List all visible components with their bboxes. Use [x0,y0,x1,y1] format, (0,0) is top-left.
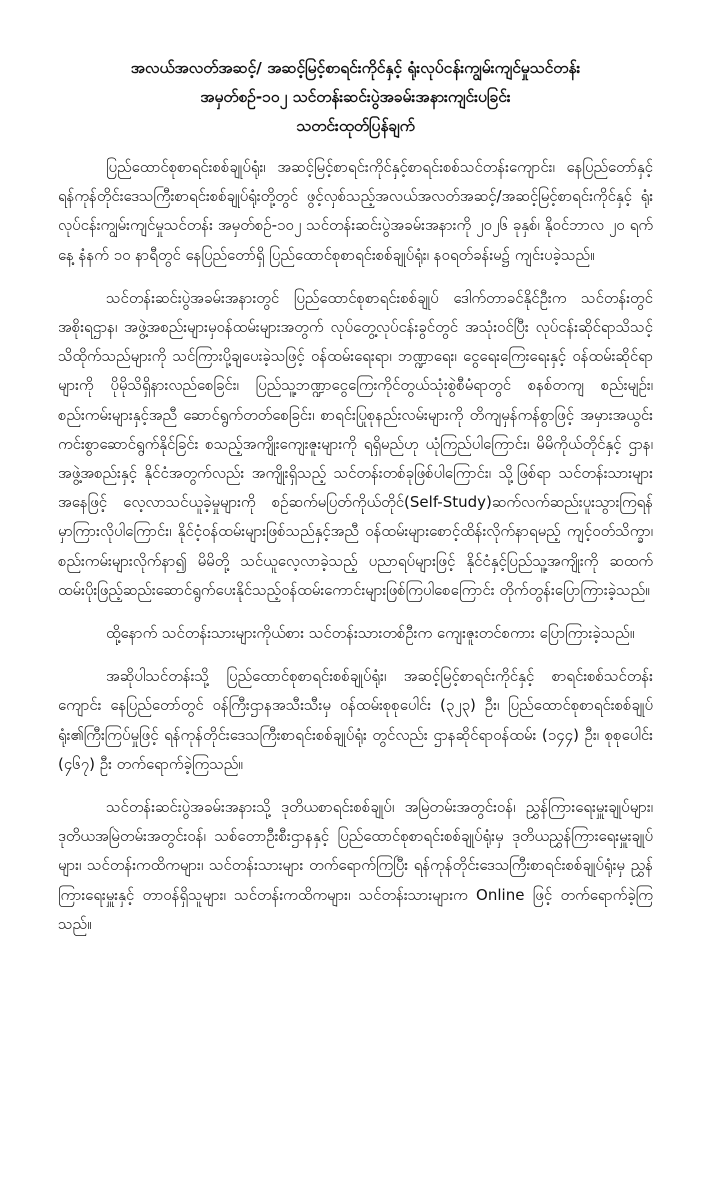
title-line-3: သတင်းထုတ်ပြန်ချက် [296,117,415,135]
paragraph-opening: ပြည်ထောင်စုစာရင်းစစ်ချုပ်ရုံး၊ အဆင့်မြင့်စာရင်းကိုင်နှင့်စာရင်းစစ်သင်တန်းကျောင်း၊ နေပြည်တော်နှင့်ရန်ကုန်တိုင်းဒေသကြီးစာရင်းစစ်ချုပ်ရုံးတို့တွင် ဖွင့်လှစ်သည့်အလယ်အလတ်အဆင့်/အဆင့်မြင့်စာရင်းကိုင်နှင့် ရုံးလုပ်ငန်းကျွမ်းကျင်မှုသင်တန်း အမှတ်စဉ်-၁၀၂ သင်တန်းဆင်းပွဲအခမ်းအနားကို ၂၀၂၆ ခုနှစ်၊ နိုဝင်ဘာလ ၂၀ ရက်နေ့ နံနက် ၁၀ နာရီတွင် နေပြည်တော်ရှိ ပြည်ထောင်စုစာရင်းစစ်ချုပ်ရုံး၊ နဝရတ်ခန်းမ၌ ကျင်းပခဲ့သည်။ [58,158,653,264]
paragraph-attendance: အဆိုပါသင်တန်းသို့ ပြည်ထောင်စုစာရင်းစစ်ချုပ်ရုံး၊ အဆင့်မြင့်စာရင်းကိုင်နှင့် စာရင်းစစ်သင်တန်းကျောင်း နေပြည်တော်တွင် ဝန်ကြီးဌာနအသီးသီးမှ ဝန်ထမ်းစုစုပေါင်း (၃၂၃) ဦး၊ ပြည်ထောင်စုစာရင်းစစ်ချုပ်ရုံး၏ကြီးကြပ်မှုဖြင့် ရန်ကုန်တိုင်းဒေသကြီးစာရင်းစစ်ချုပ်ရုံး တွင်လည်း ဌာနဆိုင်ရာဝန်ထမ်း (၁၄၄) ဦး၊ စုစုပေါင်း (၄၆၇) ဦး တက်ရောက်ခဲ့ကြသည်။ [58,667,653,773]
title-line-1: အလယ်အလတ်အဆင့်/ အဆင့်မြင့်စာရင်းကိုင်နှင့် ရုံးလုပ်ငန်းကျွမ်းကျင်မှုသင်တန်း [130,59,581,77]
title-line-2: အမှတ်စဉ်-၁၀၂ သင်တန်းဆင်းပွဲအခမ်းအနားကျင်းပခြင်း [200,88,511,106]
document-heading [58,54,653,141]
document-body [58,153,653,939]
paragraph-speech: သင်တန်းဆင်းပွဲအခမ်းအနားတွင် ပြည်ထောင်စုစာရင်းစစ်ချုပ် ဒေါက်တာခင်နိုင်ဦးက သင်တန်းတွင် အစိုးရဌာန၊ အဖွဲ့အစည်းများမှဝန်ထမ်းများအတွက် လုပ်တွေ့လုပ်ငန်းခွင်တွင် အသုံးဝင်ပြီး လုပ်ငန်းဆိုင်ရာသိသင့်သိထိုက်သည်များကို သင်ကြားပို့ချပေးခဲ့သဖြင့် ဝန်ထမ်းရေးရာ၊ ဘဏ္ဍာရေး၊ ငွေရေးကြေးရေးနှင့် ဝန်ထမ်းဆိုင်ရာများကို ပိုမိုသိရှိနားလည်စေခြင်း၊ ပြည်သူ့ဘဏ္ဍာငွေကြေးကိုင်တွယ်သုံးစွဲစီမံရာတွင် စနစ်တကျ စည်းမျဉ်း၊ စည်းကမ်းများနှင့်အညီ ဆောင်ရွက်တတ်စေခြင်း၊ စာရင်းပြုစုနည်းလမ်းများကို တိကျမှန်ကန်စွာဖြင့် အမှားအယွင်းကင်းစွာဆောင်ရွက်နိုင်ခြင်း စသည့်အကျိုးကျေးဇူးများကို ရရှိမည်ဟု ယုံကြည်ပါကြောင်း၊ မိမိကိုယ်တိုင်နှင့် ဌာန၊ အဖွဲ့အစည်းနှင့် နိုင်ငံအတွက်လည်း အကျိုးရှိသည့် သင်တန်းတစ်ခုဖြစ်ပါကြောင်း၊ သို့ဖြစ်ရာ သင်တန်းသားများအနေဖြင့် လေ့လာသင်ယူခဲ့မှုများကို စဉ်ဆက်မပြတ်ကိုယ်တိုင်(Self-Study)ဆက်လက်ဆည်းပူးသွားကြရန် မှာကြားလိုပါကြောင်း၊ နိုင်ငံ့ဝန်ထမ်းများဖြစ်သည်နှင့်အညီ ဝန်ထမ်းများစောင့်ထိန်းလိုက်နာရမည့် ကျင့်ဝတ်သိက္ခာ၊ စည်းကမ်းများလိုက်နာ၍ မိမိတို့ သင်ယူလေ့လာခဲ့သည့် ပညာရပ်များဖြင့် နိုင်ငံနှင့်ပြည်သူ့အကျိုးကို ဆထက်ထမ်းပိုးဖြည့်ဆည်းဆောင်ရွက်ပေးနိုင်သည့်ဝန်ထမ်းကောင်းများဖြစ်ကြပါစေကြောင်း တိုက်တွန်းပြောကြားခဲ့သည်။ [58,288,653,599]
paragraph-attendees: သင်တန်းဆင်းပွဲအခမ်းအနားသို့ ဒုတိယစာရင်းစစ်ချုပ်၊ အမြဲတမ်းအတွင်းဝန်၊ ညွှန်ကြားရေးမှူးချုပ်များ၊ ဒုတိယအမြဲတမ်းအတွင်းဝန်၊ သစ်တောဦးစီးဌာနနှင့် ပြည်ထောင်စုစာရင်းစစ်ချုပ်ရုံးမှ ဒုတိယညွှန်ကြားရေးမှူးချုပ်များ၊ သင်တန်းကထိကများ၊ သင်တန်းသားများ တက်ရောက်ကြပြီး ရန်ကုန်တိုင်းဒေသကြီးစာရင်းစစ်ချုပ်ရုံးမှ ညွှန်ကြားရေးမှူးနှင့် တာဝန်ရှိသူများ၊ သင်တန်းကထိကများ၊ သင်တန်းသားများက Online ဖြင့် တက်ရောက်ခဲ့ကြသည်။ [58,798,653,933]
paragraph-thanks: ထို့နောက် သင်တန်းသားများကိုယ်စား သင်တန်းသားတစ်ဦးက ကျေးဇူးတင်စကား ပြောကြားခဲ့သည်။ [106,624,635,643]
